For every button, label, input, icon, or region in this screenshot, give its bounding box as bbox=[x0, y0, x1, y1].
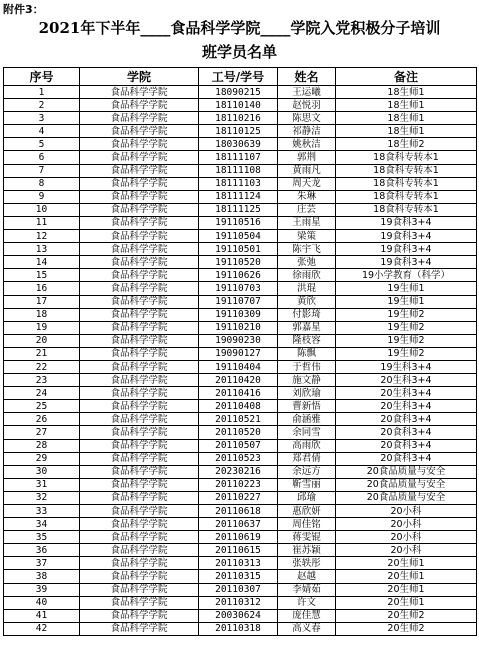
cell-name: 崔苏颖 bbox=[278, 544, 336, 557]
cell-remark: 18生师1 bbox=[336, 99, 477, 112]
cell-college: 食品科学学院 bbox=[80, 203, 199, 216]
cell-name: 庞佳慧 bbox=[278, 609, 336, 622]
table-row bbox=[4, 439, 477, 452]
table-row bbox=[4, 308, 477, 321]
cell-college: 食品科学学院 bbox=[80, 138, 199, 151]
cell-remark: 20生师1 bbox=[336, 570, 477, 583]
cell-name: 赵悦羽 bbox=[278, 99, 336, 112]
table-row bbox=[4, 570, 477, 583]
cell-student-id: 18111124 bbox=[199, 190, 278, 203]
header-row bbox=[4, 68, 477, 86]
cell-name: 邱瑜 bbox=[278, 491, 336, 504]
cell-remark: 19食科3+4 bbox=[336, 216, 477, 229]
cell-index: 18 bbox=[4, 308, 80, 321]
cell-index: 34 bbox=[4, 518, 80, 531]
cell-remark: 20生师2 bbox=[336, 622, 477, 635]
table-row bbox=[4, 465, 477, 478]
cell-student-id: 20110523 bbox=[199, 452, 278, 465]
cell-name: 陈宇飞 bbox=[278, 243, 336, 256]
cell-remark: 19生师1 bbox=[336, 295, 477, 308]
table-row bbox=[4, 151, 477, 164]
cell-college: 食品科学学院 bbox=[80, 282, 199, 295]
cell-student-id: 20110420 bbox=[199, 374, 278, 387]
cell-student-id: 20110315 bbox=[199, 570, 278, 583]
cell-remark: 20生科3+4 bbox=[336, 400, 477, 413]
cell-college: 食品科学学院 bbox=[80, 583, 199, 596]
cell-college: 食品科学学院 bbox=[80, 622, 199, 635]
cell-name: 姚秋洁 bbox=[278, 138, 336, 151]
cell-college: 食品科学学院 bbox=[80, 491, 199, 504]
cell-student-id: 18030639 bbox=[199, 138, 278, 151]
cell-college: 食品科学学院 bbox=[80, 190, 199, 203]
cell-college: 食品科学学院 bbox=[80, 478, 199, 491]
cell-name: 黄欣 bbox=[278, 295, 336, 308]
cell-index: 20 bbox=[4, 334, 80, 347]
cell-college: 食品科学学院 bbox=[80, 426, 199, 439]
cell-name: 朱琳 bbox=[278, 190, 336, 203]
cell-student-id: 20110312 bbox=[199, 596, 278, 609]
table-row bbox=[4, 243, 477, 256]
cell-index: 17 bbox=[4, 295, 80, 308]
cell-student-id: 18090215 bbox=[199, 86, 278, 99]
table-row bbox=[4, 426, 477, 439]
cell-remark: 20食品质量与安全 bbox=[336, 491, 477, 504]
table-row bbox=[4, 334, 477, 347]
cell-college: 食品科学学院 bbox=[80, 321, 199, 334]
cell-student-id: 19110210 bbox=[199, 321, 278, 334]
cell-index: 7 bbox=[4, 164, 80, 177]
table-row bbox=[4, 164, 477, 177]
table-row bbox=[4, 374, 477, 387]
cell-student-id: 18111125 bbox=[199, 203, 278, 216]
cell-student-id: 19110703 bbox=[199, 282, 278, 295]
table-row bbox=[4, 622, 477, 635]
cell-remark: 20生师1 bbox=[336, 583, 477, 596]
cell-index: 37 bbox=[4, 557, 80, 570]
cell-student-id: 19110516 bbox=[199, 216, 278, 229]
cell-student-id: 19110707 bbox=[199, 295, 278, 308]
cell-index: 35 bbox=[4, 531, 80, 544]
cell-college: 食品科学学院 bbox=[80, 557, 199, 570]
cell-remark: 18食科专转本1 bbox=[336, 203, 477, 216]
cell-name: 王雨星 bbox=[278, 216, 336, 229]
table-row bbox=[4, 86, 477, 99]
cell-remark: 18生师2 bbox=[336, 138, 477, 151]
cell-student-id: 19110520 bbox=[199, 256, 278, 269]
cell-college: 食品科学学院 bbox=[80, 347, 199, 360]
cell-student-id: 19110504 bbox=[199, 230, 278, 243]
cell-college: 食品科学学院 bbox=[80, 99, 199, 112]
cell-college: 食品科学学院 bbox=[80, 413, 199, 426]
table-row bbox=[4, 230, 477, 243]
cell-remark: 18食科专转本1 bbox=[336, 164, 477, 177]
table-row bbox=[4, 452, 477, 465]
cell-name: 曹新悟 bbox=[278, 400, 336, 413]
cell-name: 祁静洁 bbox=[278, 125, 336, 138]
cell-index: 2 bbox=[4, 99, 80, 112]
cell-student-id: 20230216 bbox=[199, 465, 278, 478]
column-header-index: 序号 bbox=[4, 68, 80, 86]
cell-student-id: 20110507 bbox=[199, 439, 278, 452]
cell-remark: 19食科3+4 bbox=[336, 230, 477, 243]
cell-college: 食品科学学院 bbox=[80, 374, 199, 387]
cell-college: 食品科学学院 bbox=[80, 308, 199, 321]
cell-remark: 19食科3+4 bbox=[336, 243, 477, 256]
cell-college: 食品科学学院 bbox=[80, 439, 199, 452]
cell-college: 食品科学学院 bbox=[80, 505, 199, 518]
cell-index: 14 bbox=[4, 256, 80, 269]
cell-college: 食品科学学院 bbox=[80, 544, 199, 557]
cell-college: 食品科学学院 bbox=[80, 230, 199, 243]
cell-index: 40 bbox=[4, 596, 80, 609]
cell-index: 8 bbox=[4, 177, 80, 190]
attachment-label: 附件3： bbox=[3, 3, 44, 16]
table-row bbox=[4, 491, 477, 504]
cell-student-id: 19110501 bbox=[199, 243, 278, 256]
cell-remark: 19生师2 bbox=[336, 321, 477, 334]
cell-remark: 20生师2 bbox=[336, 609, 477, 622]
cell-index: 32 bbox=[4, 491, 80, 504]
cell-name: 刘欣瑜 bbox=[278, 387, 336, 400]
cell-name: 高义春 bbox=[278, 622, 336, 635]
cell-student-id: 19090230 bbox=[199, 334, 278, 347]
cell-student-id: 20110307 bbox=[199, 583, 278, 596]
cell-student-id: 20110619 bbox=[199, 531, 278, 544]
cell-index: 38 bbox=[4, 570, 80, 583]
cell-remark: 20生科3+4 bbox=[336, 374, 477, 387]
cell-index: 24 bbox=[4, 387, 80, 400]
cell-student-id: 19110404 bbox=[199, 360, 278, 373]
cell-name: 付影琦 bbox=[278, 308, 336, 321]
cell-college: 食品科学学院 bbox=[80, 243, 199, 256]
table-row bbox=[4, 125, 477, 138]
cell-college: 食品科学学院 bbox=[80, 269, 199, 282]
cell-name: 蒋雯锟 bbox=[278, 531, 336, 544]
cell-name: 庄芸 bbox=[278, 203, 336, 216]
cell-college: 食品科学学院 bbox=[80, 400, 199, 413]
cell-name: 周佳铭 bbox=[278, 518, 336, 531]
cell-index: 22 bbox=[4, 360, 80, 373]
table-row bbox=[4, 269, 477, 282]
cell-name: 郑君倩 bbox=[278, 452, 336, 465]
cell-name: 高雨欣 bbox=[278, 439, 336, 452]
cell-student-id: 20110313 bbox=[199, 557, 278, 570]
cell-remark: 20生师1 bbox=[336, 557, 477, 570]
cell-index: 19 bbox=[4, 321, 80, 334]
cell-student-id: 20110521 bbox=[199, 413, 278, 426]
cell-remark: 20小科 bbox=[336, 518, 477, 531]
cell-remark: 18食科专转本1 bbox=[336, 151, 477, 164]
cell-college: 食品科学学院 bbox=[80, 177, 199, 190]
cell-index: 41 bbox=[4, 609, 80, 622]
table-row bbox=[4, 557, 477, 570]
cell-index: 15 bbox=[4, 269, 80, 282]
cell-college: 食品科学学院 bbox=[80, 387, 199, 400]
cell-index: 16 bbox=[4, 282, 80, 295]
table-row bbox=[4, 347, 477, 360]
cell-index: 23 bbox=[4, 374, 80, 387]
table-row bbox=[4, 518, 477, 531]
cell-remark: 18生师1 bbox=[336, 112, 477, 125]
table-row bbox=[4, 282, 477, 295]
cell-index: 5 bbox=[4, 138, 80, 151]
cell-college: 食品科学学院 bbox=[80, 112, 199, 125]
table-row bbox=[4, 400, 477, 413]
cell-name: 许文 bbox=[278, 596, 336, 609]
cell-name: 惠欣妍 bbox=[278, 505, 336, 518]
cell-student-id: 19110309 bbox=[199, 308, 278, 321]
cell-name: 施文静 bbox=[278, 374, 336, 387]
cell-index: 27 bbox=[4, 426, 80, 439]
table-row bbox=[4, 387, 477, 400]
cell-name: 徐雨欣 bbox=[278, 269, 336, 282]
cell-name: 余远方 bbox=[278, 465, 336, 478]
cell-student-id: 18111107 bbox=[199, 151, 278, 164]
table-row bbox=[4, 544, 477, 557]
cell-name: 李婧茹 bbox=[278, 583, 336, 596]
table-row bbox=[4, 177, 477, 190]
table-row bbox=[4, 190, 477, 203]
cell-name: 余同雪 bbox=[278, 426, 336, 439]
cell-student-id: 18110125 bbox=[199, 125, 278, 138]
table-row bbox=[4, 216, 477, 229]
cell-index: 31 bbox=[4, 478, 80, 491]
table-row bbox=[4, 360, 477, 373]
cell-college: 食品科学学院 bbox=[80, 531, 199, 544]
cell-index: 9 bbox=[4, 190, 80, 203]
table-row bbox=[4, 99, 477, 112]
cell-college: 食品科学学院 bbox=[80, 256, 199, 269]
table-row bbox=[4, 256, 477, 269]
cell-index: 26 bbox=[4, 413, 80, 426]
cell-student-id: 20110637 bbox=[199, 518, 278, 531]
cell-remark: 20食科3+4 bbox=[336, 439, 477, 452]
cell-remark: 19食科3+4 bbox=[336, 256, 477, 269]
cell-name: 王运曦 bbox=[278, 86, 336, 99]
cell-name: 靳雪丽 bbox=[278, 478, 336, 491]
roster-body bbox=[4, 86, 477, 636]
cell-index: 28 bbox=[4, 439, 80, 452]
cell-remark: 19生师2 bbox=[336, 334, 477, 347]
cell-college: 食品科学学院 bbox=[80, 596, 199, 609]
cell-remark: 20生师1 bbox=[336, 596, 477, 609]
cell-college: 食品科学学院 bbox=[80, 452, 199, 465]
table-row bbox=[4, 112, 477, 125]
cell-remark: 18生师1 bbox=[336, 125, 477, 138]
cell-name: 洪琨 bbox=[278, 282, 336, 295]
table-row bbox=[4, 203, 477, 216]
cell-remark: 20食科3+4 bbox=[336, 452, 477, 465]
cell-index: 12 bbox=[4, 230, 80, 243]
cell-student-id: 20110520 bbox=[199, 426, 278, 439]
document-title: 2021年下半年____食品科学学院____学院入党积极分子培训 bbox=[38, 19, 441, 37]
cell-remark: 19生师2 bbox=[336, 347, 477, 360]
table-row bbox=[4, 413, 477, 426]
cell-remark: 18生师1 bbox=[336, 86, 477, 99]
cell-college: 食品科学学院 bbox=[80, 518, 199, 531]
table-row bbox=[4, 138, 477, 151]
cell-remark: 19生科3+4 bbox=[336, 360, 477, 373]
table-row bbox=[4, 505, 477, 518]
cell-college: 食品科学学院 bbox=[80, 465, 199, 478]
cell-remark: 20食科3+4 bbox=[336, 413, 477, 426]
cell-college: 食品科学学院 bbox=[80, 151, 199, 164]
cell-name: 郭荆 bbox=[278, 151, 336, 164]
cell-student-id: 20110408 bbox=[199, 400, 278, 413]
cell-index: 6 bbox=[4, 151, 80, 164]
cell-index: 42 bbox=[4, 622, 80, 635]
table-row bbox=[4, 321, 477, 334]
cell-student-id: 19110626 bbox=[199, 269, 278, 282]
column-header-college: 学院 bbox=[80, 68, 199, 86]
cell-college: 食品科学学院 bbox=[80, 295, 199, 308]
roster-table bbox=[3, 67, 477, 636]
cell-index: 29 bbox=[4, 452, 80, 465]
cell-college: 食品科学学院 bbox=[80, 164, 199, 177]
cell-remark: 20食品质量与安全 bbox=[336, 465, 477, 478]
table-row bbox=[4, 295, 477, 308]
cell-name: 陈思文 bbox=[278, 112, 336, 125]
cell-student-id: 18111108 bbox=[199, 164, 278, 177]
cell-college: 食品科学学院 bbox=[80, 570, 199, 583]
cell-student-id: 18110140 bbox=[199, 99, 278, 112]
cell-college: 食品科学学院 bbox=[80, 125, 199, 138]
cell-name: 张弛 bbox=[278, 256, 336, 269]
cell-name: 隆枝容 bbox=[278, 334, 336, 347]
cell-student-id: 20110618 bbox=[199, 505, 278, 518]
cell-remark: 20食品质量与安全 bbox=[336, 478, 477, 491]
cell-college: 食品科学学院 bbox=[80, 334, 199, 347]
cell-name: 于哲伟 bbox=[278, 360, 336, 373]
cell-index: 10 bbox=[4, 203, 80, 216]
cell-college: 食品科学学院 bbox=[80, 216, 199, 229]
cell-student-id: 18111103 bbox=[199, 177, 278, 190]
cell-index: 36 bbox=[4, 544, 80, 557]
cell-remark: 20小科 bbox=[336, 544, 477, 557]
cell-student-id: 20110223 bbox=[199, 478, 278, 491]
cell-index: 1 bbox=[4, 86, 80, 99]
cell-student-id: 19090127 bbox=[199, 347, 278, 360]
cell-index: 3 bbox=[4, 112, 80, 125]
cell-index: 4 bbox=[4, 125, 80, 138]
cell-student-id: 20110416 bbox=[199, 387, 278, 400]
cell-name: 陈飘 bbox=[278, 347, 336, 360]
column-header-remark: 备注 bbox=[336, 68, 477, 86]
table-row bbox=[4, 478, 477, 491]
table-row bbox=[4, 596, 477, 609]
cell-index: 30 bbox=[4, 465, 80, 478]
column-header-student-id: 工号/学号 bbox=[199, 68, 278, 86]
cell-student-id: 20110318 bbox=[199, 622, 278, 635]
cell-index: 33 bbox=[4, 505, 80, 518]
cell-college: 食品科学学院 bbox=[80, 609, 199, 622]
cell-index: 39 bbox=[4, 583, 80, 596]
cell-index: 11 bbox=[4, 216, 80, 229]
cell-student-id: 20030624 bbox=[199, 609, 278, 622]
cell-remark: 18食科专转本1 bbox=[336, 177, 477, 190]
cell-college: 食品科学学院 bbox=[80, 86, 199, 99]
table-row bbox=[4, 609, 477, 622]
document-title-continued: 班学员名单 bbox=[201, 43, 277, 61]
cell-name: 俞涵雅 bbox=[278, 413, 336, 426]
cell-student-id: 20110615 bbox=[199, 544, 278, 557]
cell-remark: 20小科 bbox=[336, 505, 477, 518]
cell-index: 25 bbox=[4, 400, 80, 413]
cell-index: 13 bbox=[4, 243, 80, 256]
cell-name: 梁策 bbox=[278, 230, 336, 243]
cell-student-id: 20110227 bbox=[199, 491, 278, 504]
cell-remark: 19生师2 bbox=[336, 308, 477, 321]
cell-name: 张轶彤 bbox=[278, 557, 336, 570]
cell-name: 赵越 bbox=[278, 570, 336, 583]
table-row bbox=[4, 531, 477, 544]
cell-name: 黄雨凡 bbox=[278, 164, 336, 177]
cell-remark: 20食科3+4 bbox=[336, 426, 477, 439]
table-row bbox=[4, 583, 477, 596]
column-header-name: 姓名 bbox=[278, 68, 336, 86]
cell-remark: 20小科 bbox=[336, 531, 477, 544]
cell-name: 郭嘉星 bbox=[278, 321, 336, 334]
cell-remark: 19小学教育（科学） bbox=[336, 269, 477, 282]
cell-remark: 19生师1 bbox=[336, 282, 477, 295]
cell-remark: 20生科3+4 bbox=[336, 387, 477, 400]
cell-remark: 18食科专转本1 bbox=[336, 190, 477, 203]
cell-student-id: 18110216 bbox=[199, 112, 278, 125]
cell-index: 21 bbox=[4, 347, 80, 360]
cell-name: 周天龙 bbox=[278, 177, 336, 190]
cell-college: 食品科学学院 bbox=[80, 360, 199, 373]
